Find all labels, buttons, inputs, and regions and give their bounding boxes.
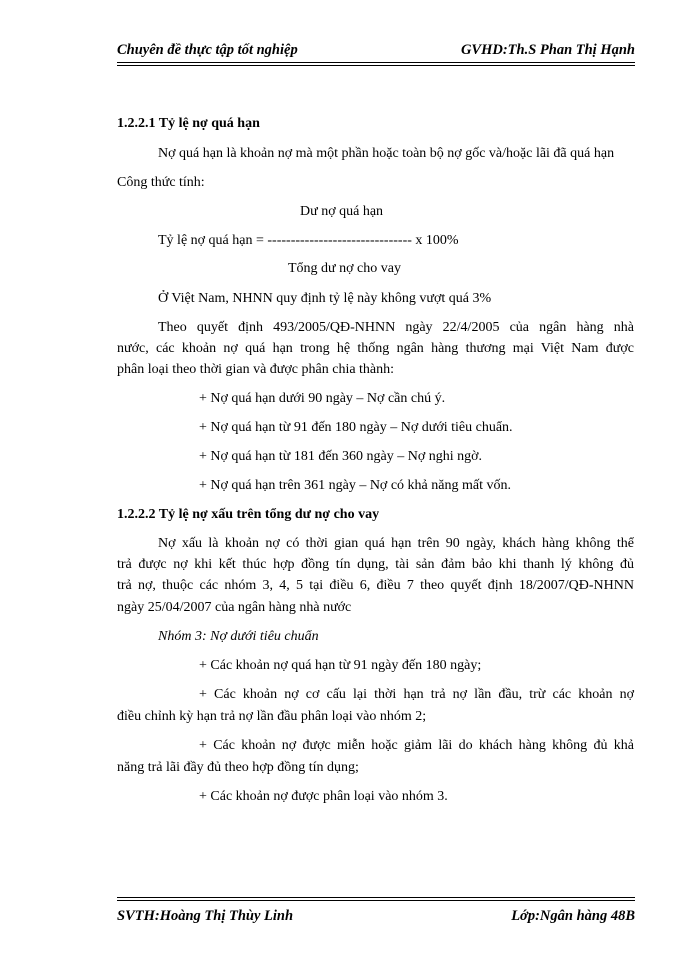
section-heading-bad-debt: 1.2.2.2 Tỷ lệ nợ xấu trên tổng dư nợ cho vay bbox=[117, 507, 380, 522]
overdue-definition: Nợ quá hạn là khoản nợ mà một phần hoặc toàn bộ nợ gốc và/hoặc lãi đã quá hạn bbox=[158, 146, 615, 161]
group-item: + Các khoản nợ quá hạn từ 91 ngày đến 180 ngày; bbox=[199, 658, 482, 673]
formula-line: Tỷ lệ nợ quá hạn = ------------------------------- x 100% bbox=[158, 233, 459, 248]
formula-denominator: Tổng dư nợ cho vay bbox=[288, 261, 401, 276]
group-item: + Các khoản nợ được phân loại vào nhóm 3. bbox=[199, 789, 448, 804]
list-item: + Nợ quá hạn từ 91 đến 180 ngày – Nợ dưới tiêu chuẩn. bbox=[199, 420, 513, 435]
bad-debt-definition-line: Nợ xấu là khoản nợ có thời gian quá hạn trên 90 ngày, khách hàng không thể bbox=[158, 536, 634, 551]
page-footer bbox=[117, 897, 635, 927]
bad-debt-definition-line: ngày 25/04/2007 của ngân hàng nhà nước bbox=[117, 600, 352, 615]
section-heading-overdue: 1.2.2.1 Tỷ lệ nợ quá hạn bbox=[117, 116, 260, 131]
footer-class: Lớp:Ngân hàng 48B bbox=[511, 908, 635, 924]
header-advisor: GVHD:Th.S Phan Thị Hạnh bbox=[460, 42, 635, 58]
decision-line: Theo quyết định 493/2005/QĐ-NHNN ngày 22/4/2005 của ngân hàng nhà bbox=[158, 320, 634, 335]
limit-note: Ở Việt Nam, NHNN quy định tỷ lệ này không vượt quá 3% bbox=[158, 291, 492, 306]
bad-debt-definition-line: trả nợ, thuộc các nhóm 3, 4, 5 tại điều 6, điều 7 theo quyết định 18/2007/QĐ-NHNN bbox=[117, 578, 634, 593]
formula-intro: Công thức tính: bbox=[117, 175, 205, 190]
formula-numerator: Dư nợ quá hạn bbox=[300, 204, 384, 219]
decision-line: nước, các khoản nợ quá hạn trong hệ thống ngân hàng thương mại Việt Nam được bbox=[117, 341, 634, 356]
group-item: + Các khoản nợ cơ cấu lại thời hạn trả nợ lần đầu, trừ các khoản nợ bbox=[199, 687, 634, 702]
list-item: + Nợ quá hạn dưới 90 ngày – Nợ cần chú ý. bbox=[199, 391, 446, 406]
list-item: + Nợ quá hạn trên 361 ngày – Nợ có khả năng mất vốn. bbox=[199, 478, 511, 493]
group-title: Nhóm 3: Nợ dưới tiêu chuẩn bbox=[158, 629, 319, 644]
header-title: Chuyên đề thực tập tốt nghiệp bbox=[117, 42, 298, 58]
group-item-continuation: điều chỉnh kỳ hạn trả nợ lần đầu phân loại vào nhóm 2; bbox=[117, 709, 427, 724]
decision-line: phân loại theo thời gian và được phân chia thành: bbox=[117, 362, 395, 377]
page-header bbox=[117, 40, 635, 66]
group-item: + Các khoản nợ được miễn hoặc giảm lãi do khách hàng không đủ khả bbox=[199, 738, 634, 753]
footer-student: SVTH:Hoàng Thị Thùy Linh bbox=[117, 908, 294, 924]
list-item: + Nợ quá hạn từ 181 đến 360 ngày – Nợ nghi ngờ. bbox=[199, 449, 483, 464]
bad-debt-definition-line: trả được nợ khi kết thúc hợp đồng tín dụng, tài sản đảm bảo khi thanh lý không đủ bbox=[117, 557, 634, 572]
group-item-continuation: năng trả lãi đầy đủ theo hợp đồng tín dụng; bbox=[117, 760, 359, 775]
